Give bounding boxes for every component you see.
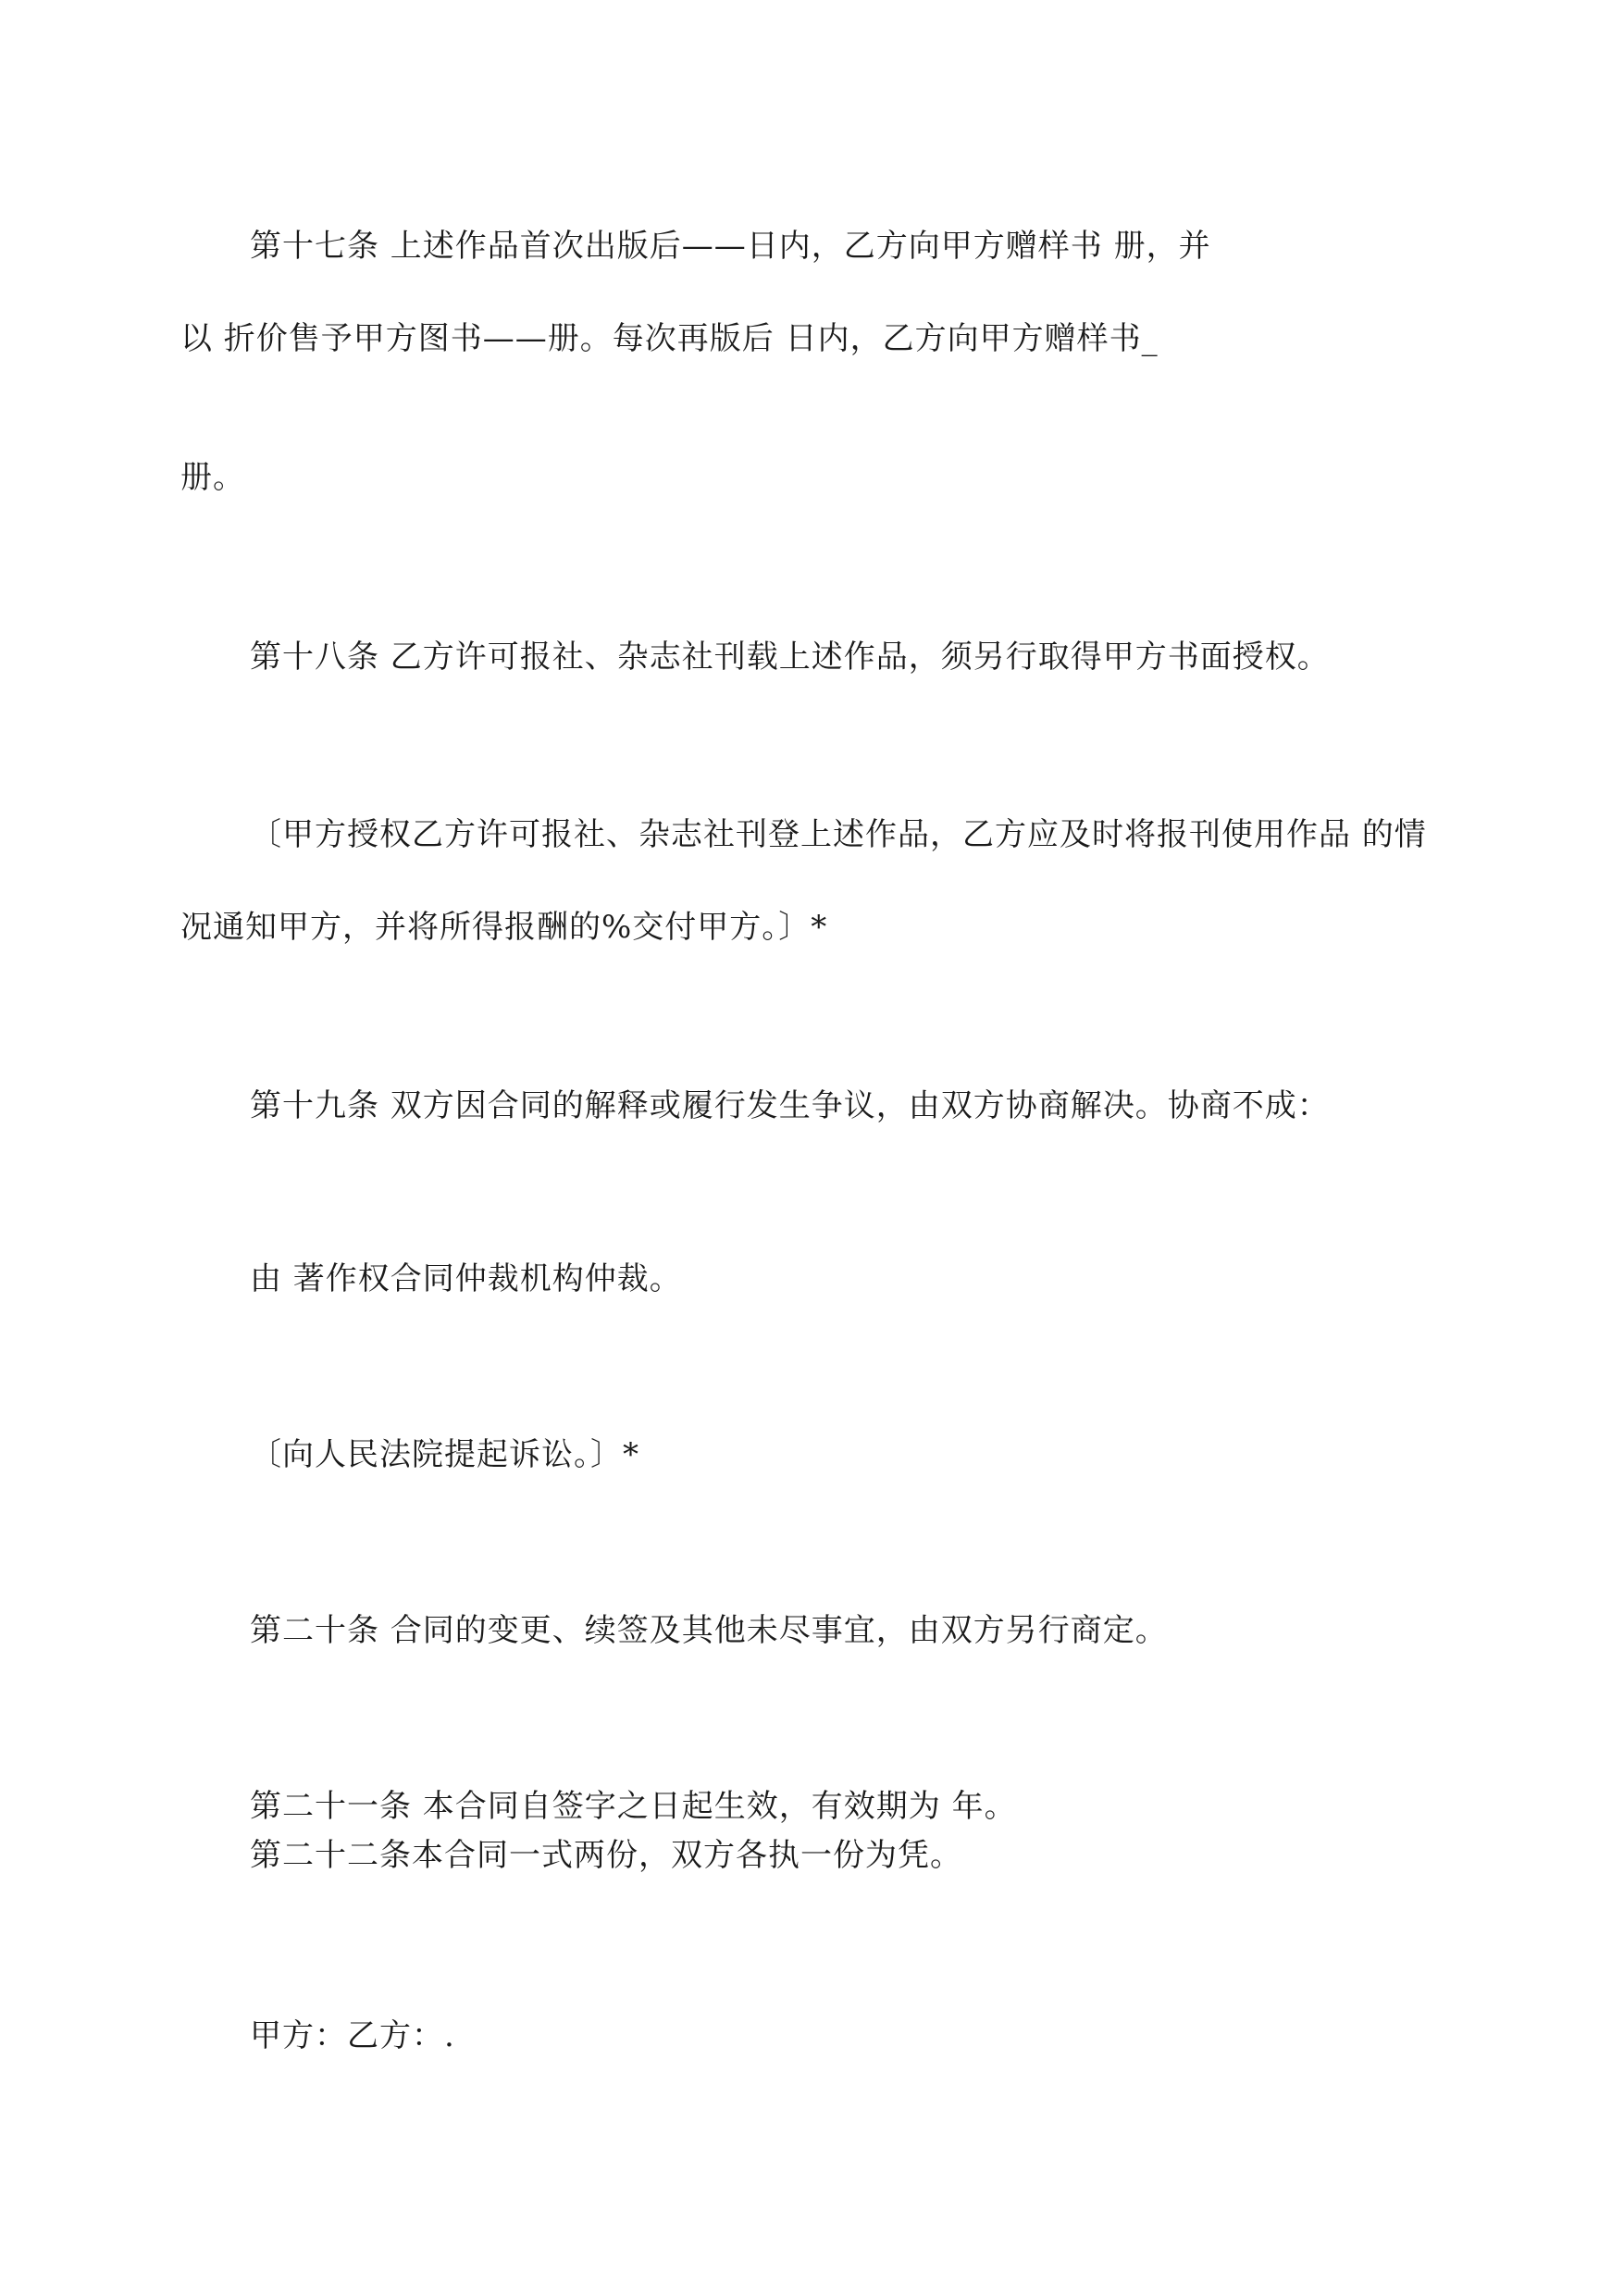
- article-21: 第二十一条 本合同自签字之日起生效，有效期为 年。: [250, 1788, 1017, 1825]
- article-22: 第二十二条本合同一式两份，双方各执一份为凭。: [250, 1837, 962, 1874]
- article-18-option-line-2: 况通知甲方，并将所得报酬的%交付甲方。〕*: [180, 909, 828, 946]
- article-17-line-3: 册。: [180, 459, 245, 496]
- article-20: 第二十条 合同的变更、续签及其他未尽事宜，由双方另行商定。: [250, 1612, 1168, 1649]
- article-18-option-line-1: 〔甲方授权乙方许可报社、杂志社刊登上述作品，乙方应及时将报刊使用作品 的情: [250, 816, 1427, 853]
- article-19: 第十九条 双方因合同的解释或履行发生争议，由双方协商解决。协商不成：: [250, 1087, 1330, 1124]
- signature-line: 甲方：乙方：.: [250, 2017, 455, 2054]
- article-17-line-1: 第十七条 上述作品首次出版后——日内，乙方向甲方赠样书 册，并: [250, 228, 1211, 265]
- article-17-line-2: 以 折价售予甲方图书——册。每次再版后 日内，乙方向甲方赠样书_: [180, 320, 1159, 357]
- article-18: 第十八条 乙方许可报社、杂志社刊载上述作品，须另行取得甲方书面授权。: [250, 639, 1330, 676]
- article-19-arbitration: 由 著作权合同仲裁机构仲裁。: [250, 1260, 682, 1297]
- article-19-option: 〔向人民法院提起诉讼。〕*: [250, 1436, 639, 1473]
